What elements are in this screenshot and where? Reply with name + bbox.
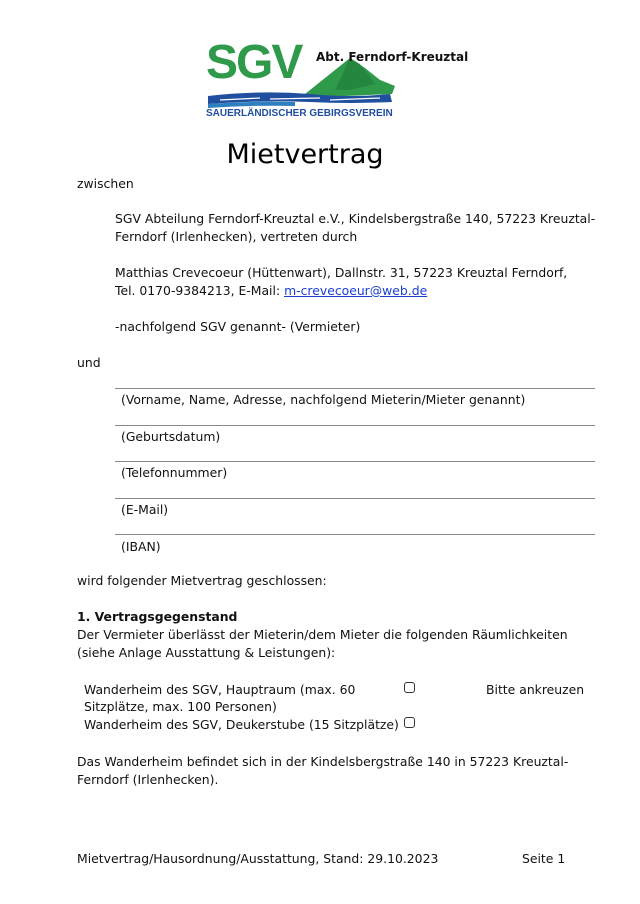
landlord-org-line1: SGV Abteilung Ferndorf-Kreuztal e.V., Kindelsbergstraße 140, 57223 Kreuztal- [115,211,596,226]
footer-left: Mietvertrag/Hausordnung/Ausstattung, Stand: 29.10.2023 [77,851,439,866]
tenant-field-rule-5 [115,534,595,535]
landlord-rep-line1: Matthias Crevecoeur (Hüttenwart), Dallnstr. 31, 57223 Kreuztal Ferndorf, [115,265,568,280]
tenant-field-rule-4 [115,498,595,499]
and-label: und [77,355,101,370]
option-hauptraum-line2: Sitzplätze, max. 100 Personen) [84,699,277,714]
tenant-field-rule-2 [115,425,595,426]
footer-page-number: Seite 1 [522,851,566,866]
sgv-logo [200,36,480,122]
document-title: Mietvertrag [226,139,384,170]
landlord-named: -nachfolgend SGV genannt- (Vermieter) [115,319,361,334]
section1-heading: 1. Vertragsgegenstand [77,609,238,624]
tenant-field-iban[interactable]: (IBAN) [121,539,161,554]
tenant-field-rule-1 [115,388,595,389]
tenant-field-email[interactable]: (E-Mail) [121,502,169,517]
section1-text-line1: Der Vermieter überlässt der Mieterin/dem Mieter die folgenden Räumlichkeiten [77,627,568,642]
tenant-field-phone[interactable]: (Telefonnummer) [121,465,228,480]
contract-concluded: wird folgender Mietvertrag geschlossen: [77,573,327,588]
logo-department: Abt. Ferndorf-Kreuztal [316,50,469,64]
location-line2: Ferndorf (Irlenhecken). [77,772,219,787]
checkbox-deukerstube[interactable] [404,717,415,728]
option-hauptraum-line1: Wanderheim des SGV, Hauptraum (max. 60 [84,682,356,697]
logo-subtitle: SAUERLÄNDISCHER GEBIRGSVEREIN [206,108,393,119]
landlord-org-line2: Ferndorf (Irlenhecken), vertreten durch [115,229,358,244]
option-deukerstube: Wanderheim des SGV, Deukerstube (15 Sitzplätze) [84,717,399,732]
location-line1: Das Wanderheim befindet sich in der Kindelsbergstraße 140 in 57223 Kreuztal- [77,754,569,769]
section1-text-line2: (siehe Anlage Ausstattung & Leistungen): [77,645,336,660]
tenant-field-name[interactable]: (Vorname, Name, Adresse, nachfolgend Mieterin/Mieter genannt) [121,392,526,407]
between-label: zwischen [77,176,134,191]
landlord-tel: Tel. 0170-9384213, E-Mail: [115,283,285,298]
tick-hint: Bitte ankreuzen [486,682,585,697]
checkbox-hauptraum[interactable] [404,682,415,693]
landlord-rep-line2 [115,282,427,299]
landlord-email-link[interactable]: m-crevecoeur@web.de [284,283,428,298]
tenant-field-rule-3 [115,461,595,462]
tenant-field-birthdate[interactable]: (Geburtsdatum) [121,429,221,444]
logo-letters: SGV [206,36,302,89]
